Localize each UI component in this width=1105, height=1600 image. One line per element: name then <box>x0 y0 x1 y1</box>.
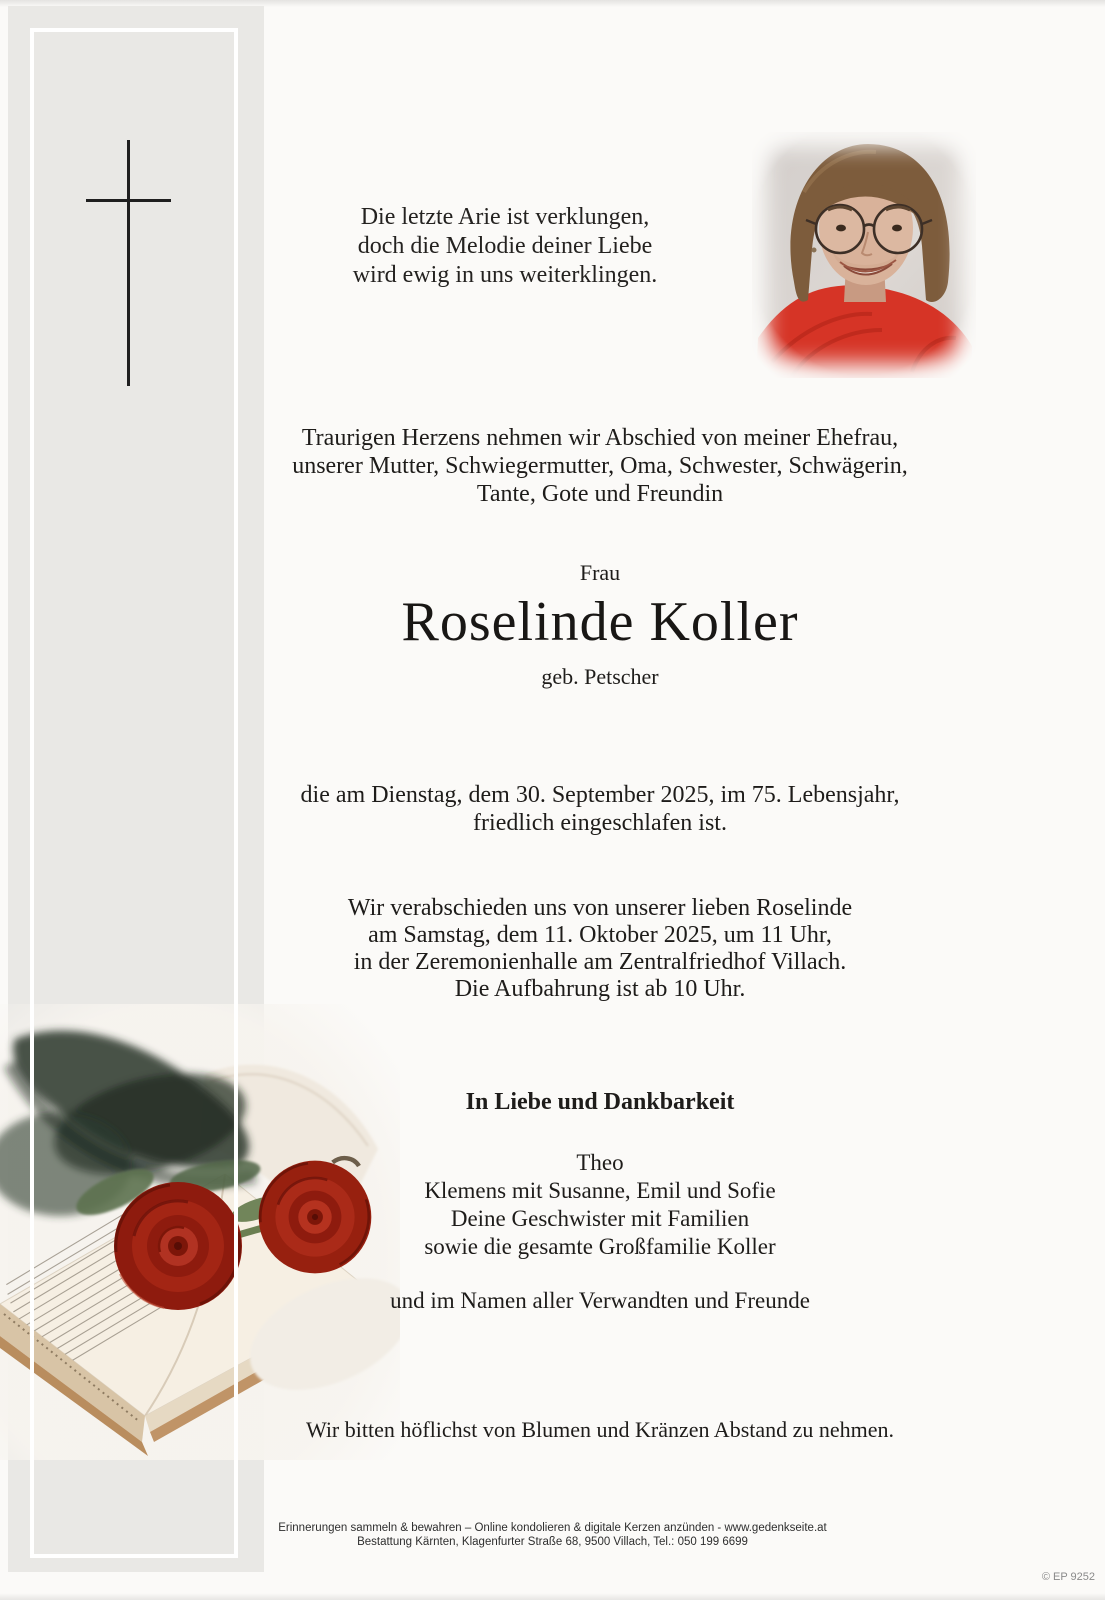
mourner-line: Deine Geschwister mit Familien <box>450 1206 750 1231</box>
farewell-line: Die Aufbahrung ist ab 10 Uhr. <box>454 976 746 1002</box>
death-notice <box>220 781 980 837</box>
copyright-code: © EP 9252 <box>1041 1571 1095 1583</box>
intro-line: unserer Mutter, Schwiegermutter, Oma, Schwester, Schwägerin, <box>292 453 908 479</box>
farewell-notice <box>220 895 980 1003</box>
poem-line: Die letzte Arie ist verklungen, <box>360 204 650 230</box>
intro-line: Traurigen Herzens nehmen wir Abschied von meiner Ehefrau, <box>301 425 899 451</box>
farewell-line: Wir verabschieden uns von unserer lieben Roselinde <box>347 895 853 921</box>
relatives-note: und im Namen aller Verwandten und Freunde <box>390 1288 810 1313</box>
intro-line: Tante, Gote und Freundin <box>476 481 724 507</box>
flowers-note: Wir bitten höflichst von Blumen und Kränzen Abstand zu nehmen. <box>305 1417 895 1442</box>
maiden-name: geb. Petscher <box>541 664 659 689</box>
deceased-name: Roselinde Koller <box>401 591 799 653</box>
intro-text <box>220 424 980 508</box>
death-line: friedlich eingeschlafen ist. <box>473 810 727 836</box>
sidebar-frame <box>30 28 238 1558</box>
farewell-line: in der Zeremonienhalle am Zentralfriedhof Villach. <box>353 949 847 975</box>
footer <box>0 1521 1105 1549</box>
footer-line-1: Erinnerungen sammeln & bewahren – Online kondolieren & digitale Kerzen anzünden - www.gedenkseite.at <box>278 1522 827 1534</box>
mourners-list <box>250 1149 950 1261</box>
closing-line: In Liebe und Dankbarkeit <box>465 1089 735 1115</box>
portrait-photo <box>752 132 976 378</box>
memorial-poem <box>280 203 730 290</box>
poem-line: wird ewig in uns weiterklingen. <box>352 262 658 288</box>
mourner-line: sowie die gesamte Großfamilie Koller <box>424 1234 776 1259</box>
poem-line: doch die Melodie deiner Liebe <box>357 233 653 259</box>
footer-line-2: Bestattung Kärnten, Klagenfurter Straße 68, 9500 Villach, Tel.: 050 199 6699 <box>357 1536 748 1548</box>
mourner-line: Theo <box>576 1150 624 1175</box>
farewell-line: am Samstag, dem 11. Oktober 2025, um 11 Uhr, <box>368 922 832 948</box>
mourner-line: Klemens mit Susanne, Emil und Sofie <box>424 1178 776 1203</box>
salutation: Frau <box>579 560 621 585</box>
death-line: die am Dienstag, dem 30. September 2025, im 75. Lebensjahr, <box>300 782 900 808</box>
